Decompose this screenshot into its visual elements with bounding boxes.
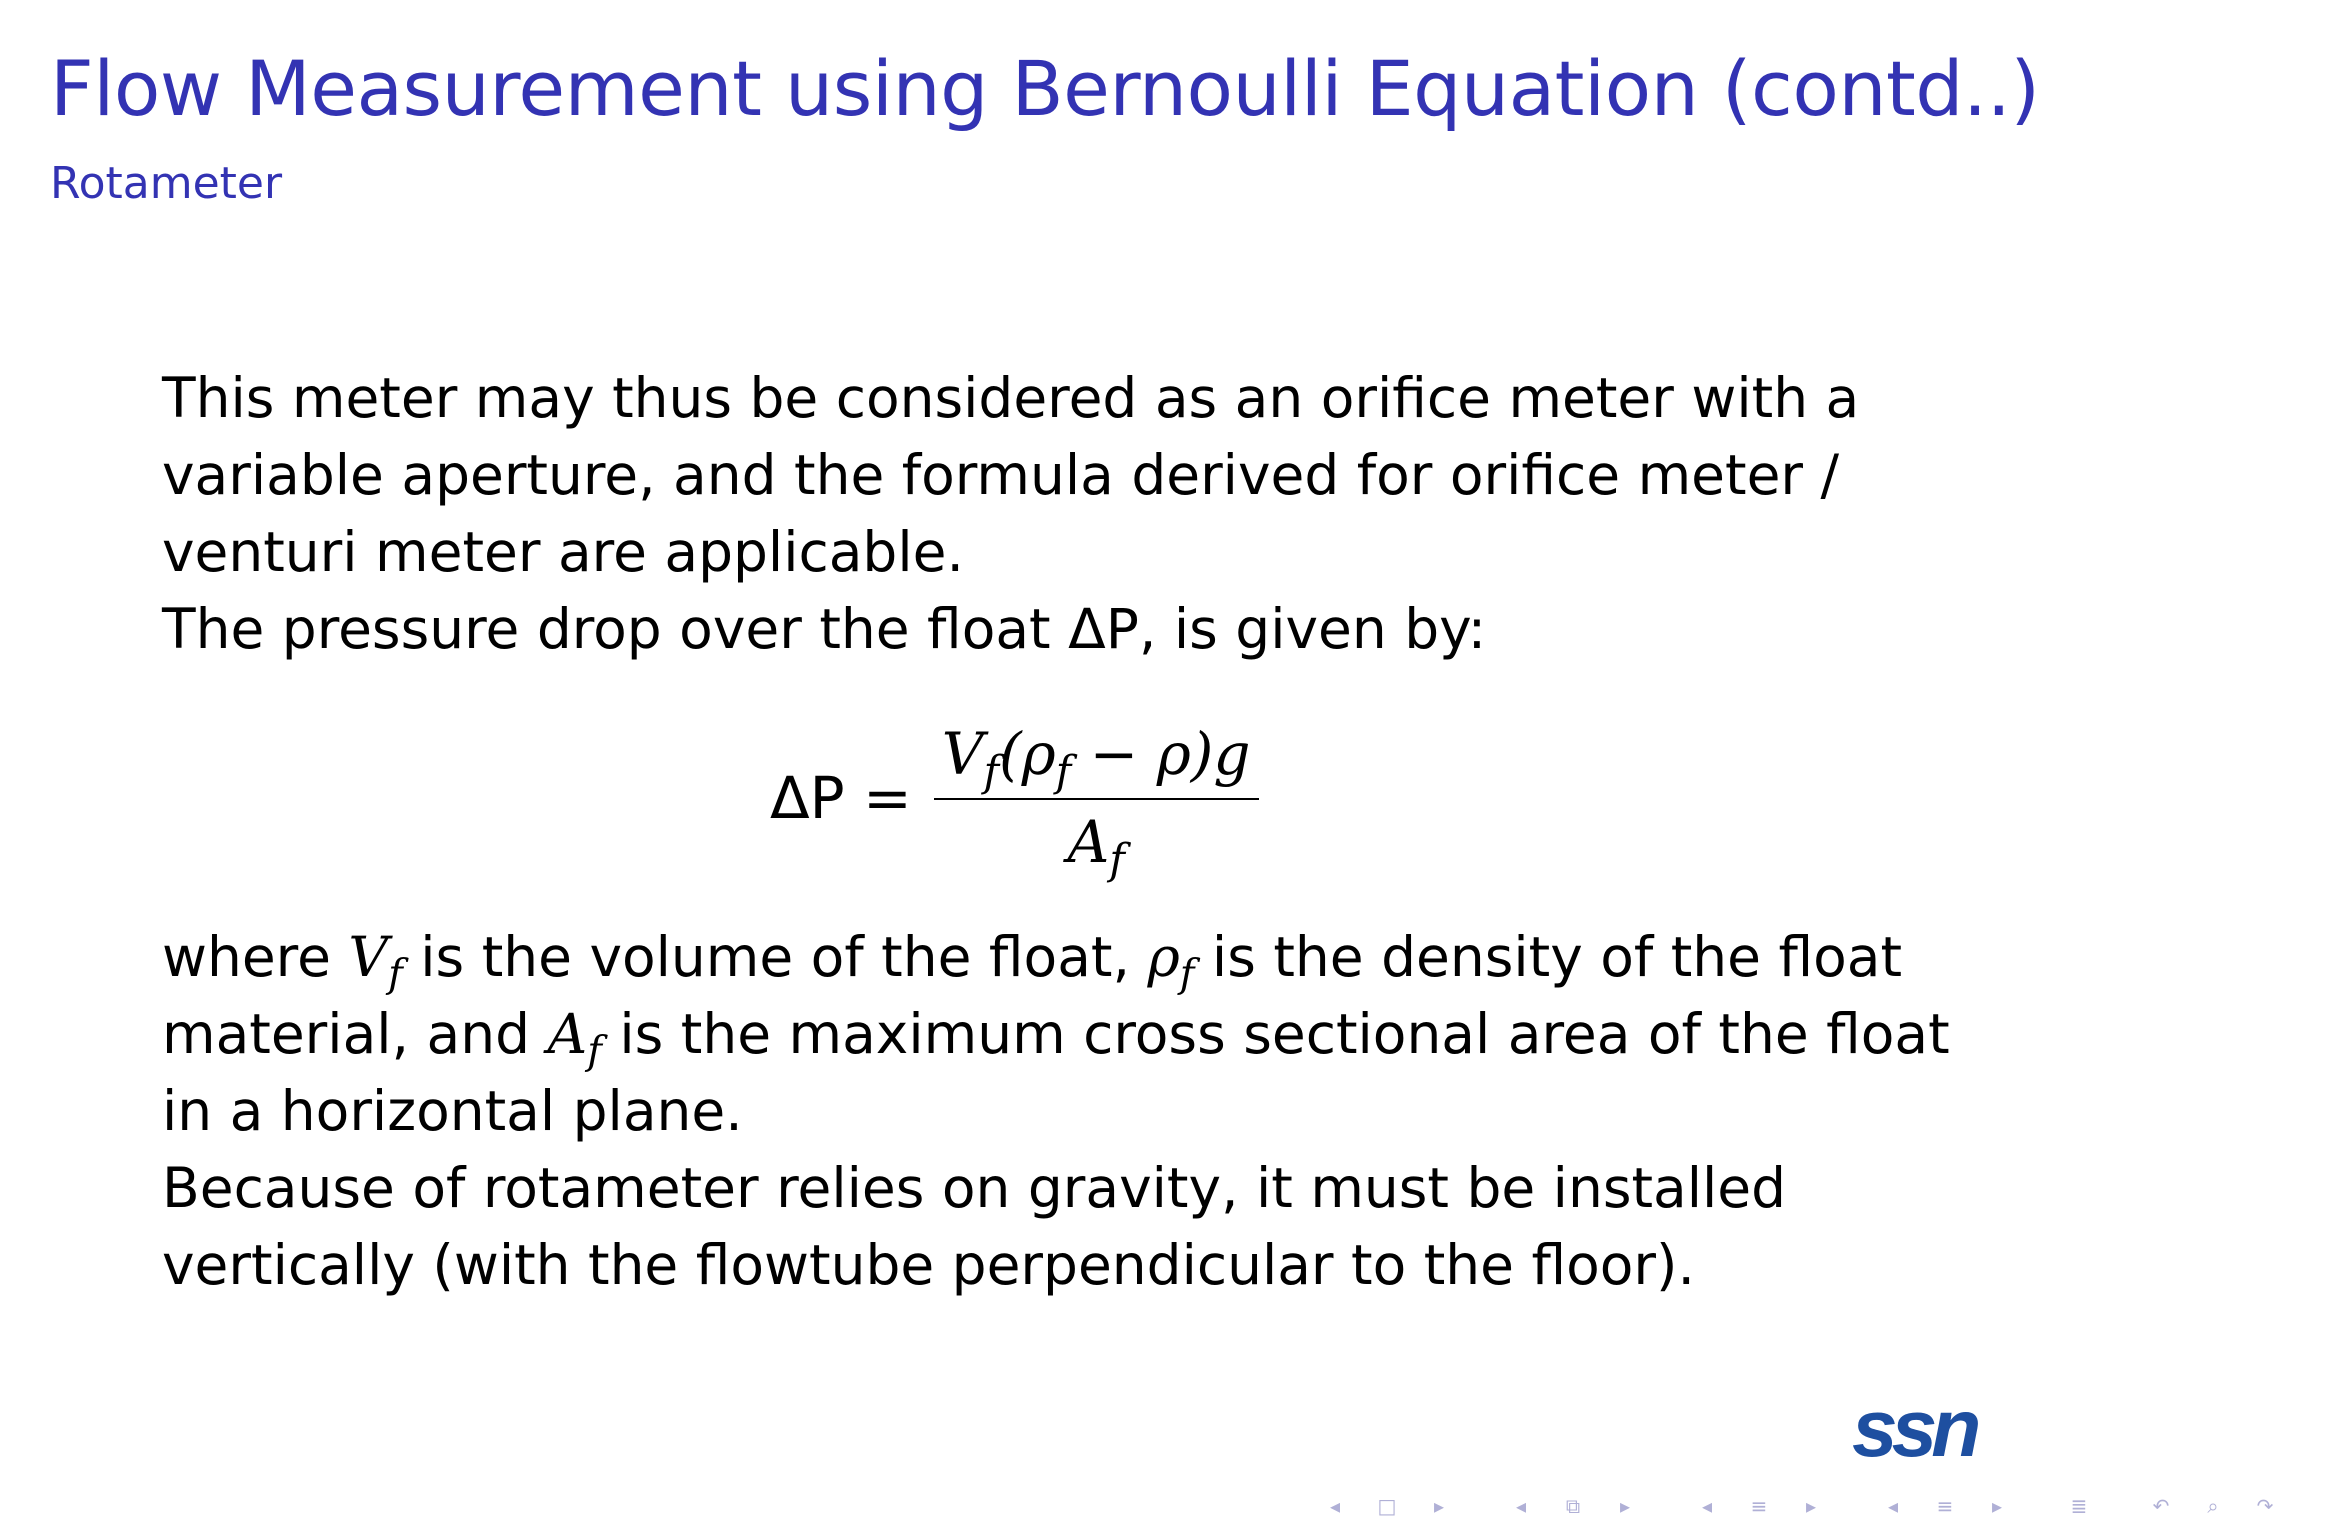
math-var: V (941, 720, 984, 788)
body-line: Because of rotameter relies on gravity, it must be installed (162, 1156, 1787, 1220)
prev-slide-icon[interactable]: ◂ (1329, 1494, 1341, 1518)
equation-fraction (934, 720, 1259, 884)
next-frame-icon[interactable]: ▸ (1619, 1494, 1631, 1518)
forward-icon[interactable]: ↷ (2256, 1494, 2274, 1518)
frame-nav-group (1504, 1494, 1660, 1518)
text-fragment: The pressure drop over the float (162, 597, 1069, 661)
body-line (162, 591, 1922, 668)
subsection-icon[interactable]: ≡ (1936, 1494, 1954, 1518)
math-subscript: f (587, 1028, 602, 1075)
section-icon[interactable]: ≡ (1750, 1494, 1768, 1518)
delta-p-symbol (1068, 597, 1139, 661)
body-line: This meter may thus be considered as an orifice meter with a (162, 366, 1860, 430)
delta-p-symbol-text: ΔP (1068, 597, 1139, 661)
definitions-paragraph (162, 919, 1950, 1304)
text-fragment: is the volume of the float, (402, 925, 1148, 989)
math-subscript: f (1179, 951, 1195, 998)
math-subscript: f (983, 746, 1000, 796)
math-subscript: f (388, 951, 403, 998)
text-fragment: is the density of the float (1194, 925, 1903, 989)
section-nav-group (1690, 1494, 1846, 1518)
slide-subtitle: Rotameter (50, 158, 283, 209)
body-line (162, 996, 1950, 1075)
slide-title: Flow Measurement using Bernoulli Equation (contd..) (50, 44, 2040, 133)
math-var: A (547, 1002, 588, 1066)
body-line: variable aperture, and the formula derived for orifice meter / (162, 443, 1840, 507)
math-var: ρ (1147, 925, 1180, 989)
body-line: vertically (with the flowtube perpendicular to the floor). (162, 1233, 1695, 1297)
equation-lhs: ΔP = (770, 764, 912, 832)
math-var: V (348, 925, 389, 989)
slide-nav-group (1318, 1494, 1474, 1518)
next-subsection-icon[interactable]: ▸ (1991, 1494, 2003, 1518)
text-fragment: material, and (162, 1002, 548, 1066)
math-subscript: f (1109, 834, 1125, 884)
ssn-logo (1848, 1383, 2020, 1474)
prev-frame-icon[interactable]: ◂ (1515, 1494, 1527, 1518)
subsection-nav-group (1876, 1494, 2032, 1518)
search-icon[interactable]: ⌕ (2207, 1494, 2219, 1518)
search-nav-group (2144, 1494, 2300, 1518)
math-subscript: f (1055, 746, 1072, 796)
logo-text: ssn (1852, 1383, 1976, 1474)
intro-paragraph (162, 360, 1922, 668)
body-line: venturi meter are applicable. (162, 520, 964, 584)
back-icon[interactable]: ↶ (2152, 1494, 2170, 1518)
equation-denominator (1067, 800, 1125, 884)
slide-icon[interactable]: □ (1377, 1494, 1397, 1518)
text-fragment: where (162, 925, 349, 989)
outline-nav-group (2062, 1494, 2114, 1518)
pressure-drop-equation (770, 718, 1259, 884)
beamer-navigation (1318, 1494, 2330, 1518)
text-fragment: , is given by: (1138, 597, 1487, 661)
prev-section-icon[interactable]: ◂ (1701, 1494, 1713, 1518)
math-expr: − ρ)g (1071, 720, 1251, 788)
frame-icon[interactable]: ⧉ (1565, 1494, 1581, 1518)
prev-subsection-icon[interactable]: ◂ (1887, 1494, 1899, 1518)
math-var: A (1067, 808, 1110, 876)
outline-icon[interactable]: ≣ (2070, 1494, 2088, 1518)
body-line (162, 919, 1922, 996)
next-section-icon[interactable]: ▸ (1805, 1494, 1817, 1518)
equation-numerator (934, 720, 1259, 798)
next-slide-icon[interactable]: ▸ (1433, 1494, 1445, 1518)
math-expr: (ρ (999, 720, 1056, 788)
text-fragment: is the maximum cross sectional area of the float (601, 1002, 1950, 1066)
body-line: in a horizontal plane. (162, 1079, 743, 1143)
